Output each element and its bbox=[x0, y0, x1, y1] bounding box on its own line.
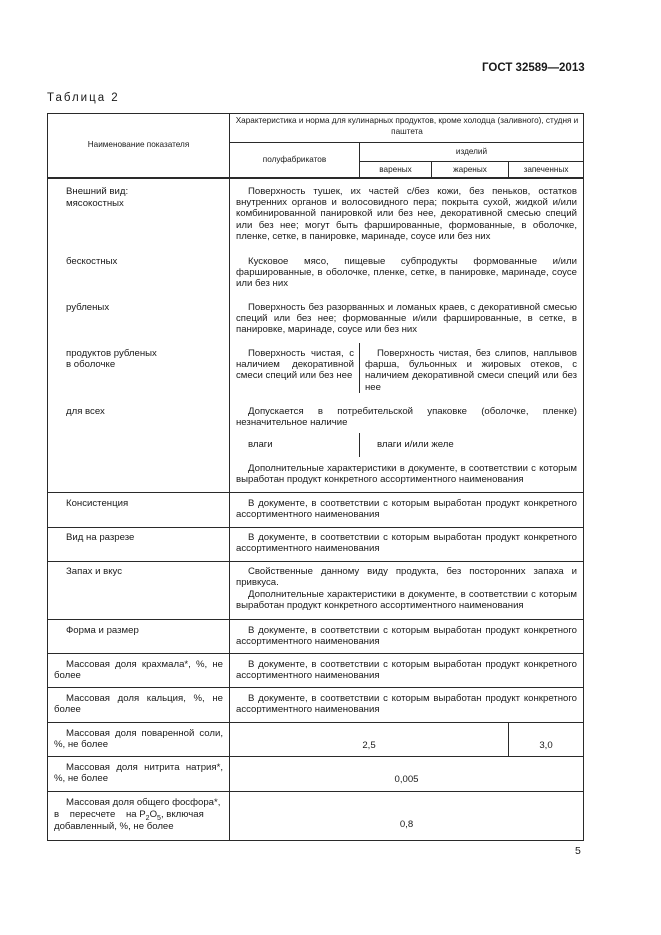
all-items-text: влаги и/или желе bbox=[377, 439, 454, 450]
row-separator bbox=[47, 756, 584, 757]
smell-text-1: Свойственные данному виду продукта, без посторонних запаха и привкуса. bbox=[236, 566, 577, 589]
meat-text: Поверхность тушек, их частей с/без кожи, без пеньков, остатков внутренних органов и волосовидного пера; покрыта сухой, жидкой и/или комбинированной панировкой или без нее, декоративной смесью специй или без нее; могут быть фаршированные, формованные, в оболочке, пленке, сетке, в панировке, маринаде, соусе или без них bbox=[236, 186, 577, 242]
smell-label: Запах и вкус bbox=[66, 566, 123, 577]
casing-items-text: Поверхность чистая, без слипов, наплывов фарша, бульонных и жировых отеков, с наличием декоративной смеси специй или без нее bbox=[365, 348, 577, 393]
chopped-text: Поверхность без разорванных и ломаных краев, с декоративной смесью специй или без нее; формованные и/или фаршированные, в сетке, в панировке, маринаде, соусе или без них bbox=[236, 302, 577, 336]
row-separator bbox=[47, 687, 584, 688]
table-border-left bbox=[47, 113, 48, 841]
starch-text: В документе, в соответствии с которым выработан продукт конкретного ассортиментного наименования bbox=[236, 659, 577, 682]
header-line bbox=[229, 142, 584, 143]
header-semi: полуфабрикатов bbox=[262, 155, 327, 164]
boneless-label: бескостных bbox=[66, 256, 118, 267]
moisture-divider bbox=[359, 433, 360, 457]
casing-divider bbox=[359, 343, 360, 393]
cut-text: В документе, в соответствии с которым выработан продукт конкретного ассортиментного наименования bbox=[236, 532, 577, 555]
row-separator bbox=[47, 619, 584, 620]
phosphorus-value: 0,8 bbox=[399, 819, 414, 830]
consistency-text: В документе, в соответствии с которым выработан продукт конкретного ассортиментного наименования bbox=[236, 498, 577, 521]
calcium-text: В документе, в соответствии с которым выработан продукт конкретного ассортиментного наименования bbox=[236, 693, 577, 716]
phosphorus-label-1: Массовая доля общего фосфора*, bbox=[66, 797, 221, 808]
column-divider bbox=[229, 113, 230, 841]
header-baked: запеченных bbox=[523, 165, 569, 174]
casing-label-2: в оболочке bbox=[66, 359, 116, 370]
table-border-top bbox=[47, 113, 584, 114]
salt-value: 2,5 bbox=[362, 740, 376, 751]
nitrite-label: Массовая доля нитрита натрия*, %, не более bbox=[54, 762, 223, 785]
salt-value-baked: 3,0 bbox=[539, 740, 553, 751]
phosphorus-label-2-text: в пересчете на bbox=[54, 809, 137, 820]
casing-semi-text: Поверхность чистая, с наличием декоративной смеси специй или без нее bbox=[236, 348, 354, 382]
calcium-label: Массовая доля кальция, %, не более bbox=[54, 693, 223, 716]
nitrite-value: 0,005 bbox=[394, 774, 419, 785]
header-bottom-line bbox=[47, 177, 584, 179]
boneless-text: Кусковое мясо, пищевые субпродукты формованные и/или фаршированные, в оболочке, пленке, сетке, в панировке, маринаде, соусе или без них bbox=[236, 256, 577, 290]
header-line bbox=[359, 161, 584, 162]
row-separator bbox=[47, 791, 584, 792]
shape-label: Форма и размер bbox=[66, 625, 139, 636]
header-items: изделий bbox=[455, 147, 488, 156]
page-number: 5 bbox=[575, 845, 581, 857]
row-separator bbox=[47, 653, 584, 654]
phosphorus-formula: $P_2O_5$ bbox=[139, 809, 161, 822]
chopped-label: рубленых bbox=[66, 302, 110, 313]
phosphorus-label-2: в пересчете на $P_2O_5$, включая bbox=[54, 809, 204, 822]
table-border-right bbox=[583, 113, 584, 841]
all-label: для всех bbox=[66, 406, 105, 417]
phosphorus-label-4: добавленный, %, не более bbox=[54, 821, 174, 832]
all-extra-text: Дополнительные характеристики в документе, в соответствии с которым выработан продукт конкретного ассортиментного наименования bbox=[236, 463, 577, 486]
cut-label: Вид на разрезе bbox=[66, 532, 135, 543]
salt-label: Массовая доля поваренной соли, %, не более bbox=[54, 728, 223, 751]
smell-text-2: Дополнительные характеристики в документе, в соответствии с которым выработан продукт конкретного ассортиментного наименования bbox=[236, 589, 577, 612]
consistency-label: Консистенция bbox=[66, 498, 129, 509]
row-separator bbox=[47, 722, 584, 723]
header-fried: жареных bbox=[453, 165, 487, 174]
all-text: Допускается в потребительской упаковке (оболочке, пленке) незначительное наличие bbox=[236, 406, 577, 429]
header-characteristic: Характеристика и норма для кулинарных продуктов, кроме холодца (заливного), студня и паштета bbox=[235, 116, 579, 136]
table-label: Таблица 2 bbox=[47, 92, 120, 104]
starch-label: Массовая доля крахмала*, %, не более bbox=[54, 659, 223, 682]
shape-text: В документе, в соответствии с которым выработан продукт конкретного ассортиментного наименования bbox=[236, 625, 577, 648]
standard-code: ГОСТ 32589—2013 bbox=[482, 62, 585, 74]
all-semi-text: влаги bbox=[248, 439, 273, 450]
header-indicator-name: Наименование показателя bbox=[87, 140, 190, 149]
table-border-bottom bbox=[47, 840, 584, 841]
appearance-label: Внешний вид: bbox=[66, 186, 129, 197]
row-separator bbox=[47, 527, 584, 528]
header-boiled: вареных bbox=[379, 165, 412, 174]
casing-label-1: продуктов рубленых bbox=[66, 348, 157, 359]
row-separator bbox=[47, 561, 584, 562]
row-separator bbox=[47, 492, 584, 493]
meat-label: мясокостных bbox=[66, 198, 124, 209]
